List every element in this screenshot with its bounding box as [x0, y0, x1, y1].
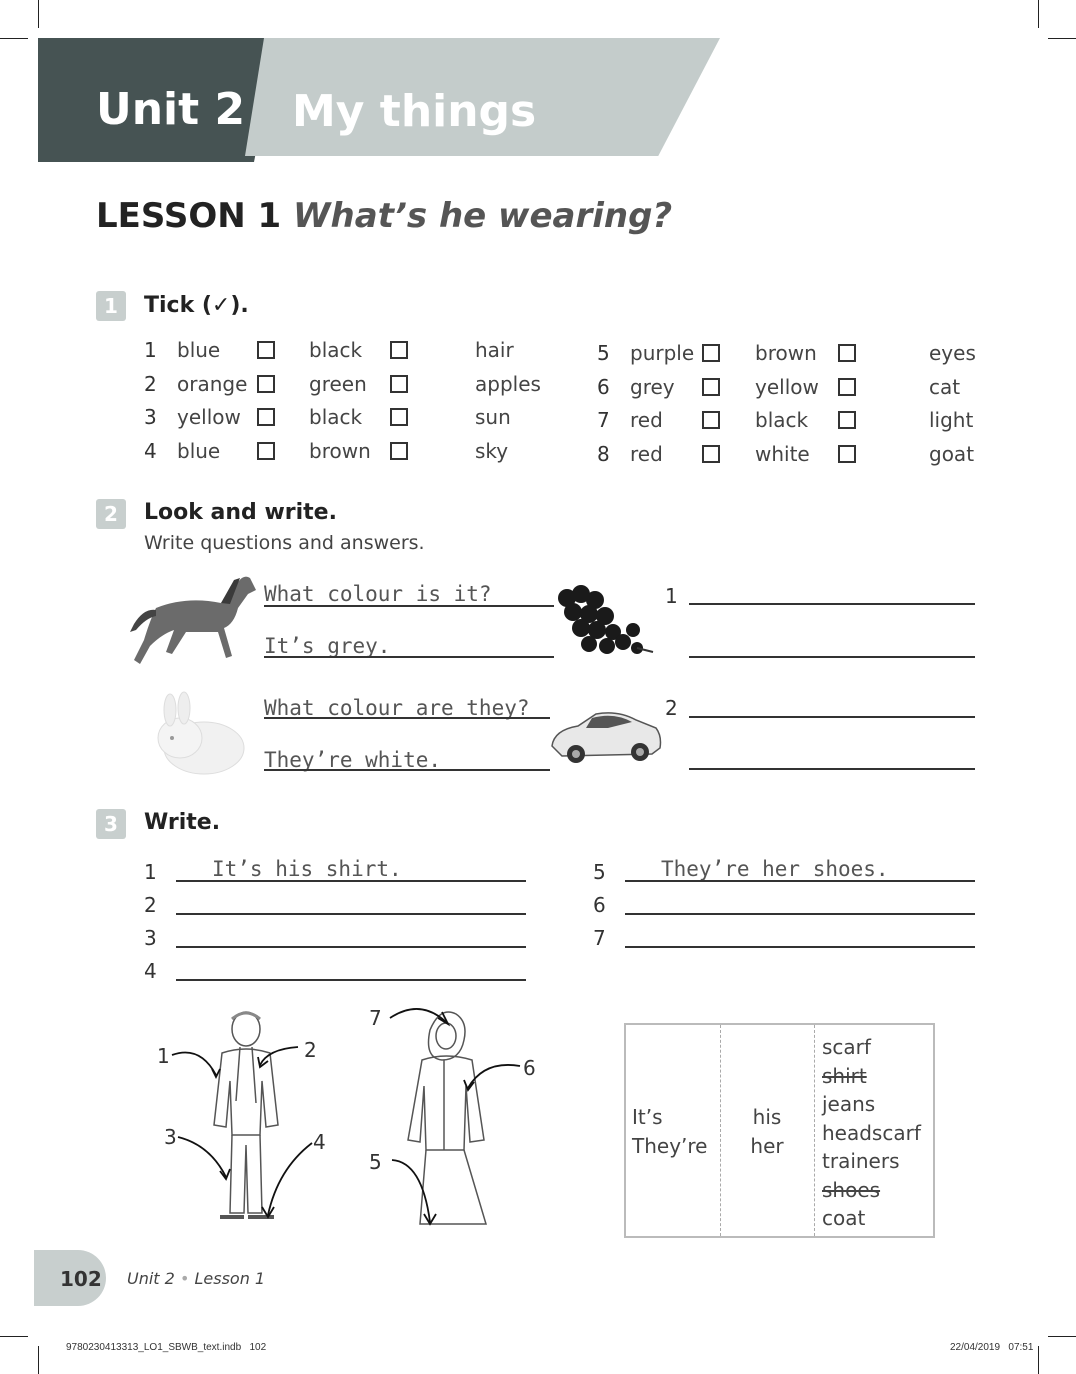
item-number: 6 [597, 374, 610, 399]
word-theyre: They’re [632, 1133, 708, 1158]
colour-option-a: blue [177, 338, 221, 362]
answer-line [264, 769, 550, 771]
item-number: 2 [144, 893, 157, 917]
unit-title: My things [292, 86, 537, 137]
lesson-label: LESSON 1 [96, 196, 282, 236]
colour-option-a: orange [177, 371, 248, 396]
word-her: her [750, 1133, 784, 1158]
answer-line [176, 880, 526, 882]
car-image [548, 706, 663, 766]
noun: eyes [929, 341, 976, 365]
word-box-col3 [822, 1033, 921, 1233]
answer-line[interactable] [176, 913, 526, 915]
rabbits-image [140, 690, 252, 780]
girl-label-5: 5 [369, 1150, 382, 1174]
item-number: 1 [144, 338, 157, 362]
tick-box[interactable] [257, 442, 275, 460]
answer-line [264, 656, 554, 658]
tick-box[interactable] [702, 344, 720, 362]
tick-box[interactable] [702, 378, 720, 396]
tick-box[interactable] [257, 341, 275, 359]
ex2-item-1-number: 1 [665, 584, 678, 608]
footer-breadcrumb [127, 1269, 265, 1288]
answer-line [625, 880, 975, 882]
lesson-subtitle: What’s he wearing? [293, 196, 673, 236]
exercise-1-title: Tick (✓). [144, 293, 249, 318]
word-headscarf: headscarf [822, 1120, 921, 1145]
answer-line[interactable] [689, 716, 975, 718]
word-its: It’s [632, 1105, 663, 1129]
item-number: 7 [597, 408, 610, 432]
print-file-info: 9780230413313_LO1_SBWB_text.indb 102 [66, 1342, 267, 1353]
girl-figure [360, 1000, 540, 1236]
colour-option-a: blue [177, 438, 221, 463]
handwritten-answer: It’s his shirt. [212, 857, 402, 881]
tick-box[interactable] [838, 344, 856, 362]
boy-label-2: 2 [304, 1038, 317, 1062]
item-number: 3 [144, 405, 157, 429]
example-2-answer: They’re white. [264, 748, 442, 772]
lesson-heading [96, 196, 672, 236]
exercise-3-title: Write. [144, 810, 221, 835]
handwritten-answer: They’re her shoes. [661, 857, 889, 881]
item-number: 1 [144, 860, 157, 884]
noun: apples [475, 371, 541, 396]
tick-box[interactable] [390, 341, 408, 359]
answer-line [264, 717, 550, 719]
girl-label-7: 7 [369, 1006, 382, 1030]
word-box [624, 1023, 935, 1238]
item-number: 7 [593, 926, 606, 950]
word-box-col1 [632, 1103, 707, 1160]
item-number: 5 [593, 860, 606, 884]
colour-option-b: brown [309, 438, 371, 463]
boy-label-4: 4 [313, 1130, 326, 1154]
answer-line[interactable] [689, 656, 975, 658]
word-shoes: shoes [822, 1177, 881, 1202]
tick-box[interactable] [390, 375, 408, 393]
girl-label-6: 6 [523, 1056, 536, 1080]
answer-line[interactable] [689, 768, 975, 770]
answer-line[interactable] [176, 946, 526, 948]
word-jeans: jeans [822, 1092, 876, 1116]
tick-box[interactable] [702, 445, 720, 463]
colour-option-a: grey [630, 374, 675, 399]
colour-option-b: yellow [755, 374, 819, 399]
noun: cat [929, 374, 961, 399]
colour-option-b: white [755, 441, 810, 466]
answer-line[interactable] [689, 603, 975, 605]
example-1-question: What colour is it? [264, 582, 492, 606]
colour-option-b: black [755, 408, 809, 432]
noun: light [929, 408, 974, 432]
tick-box[interactable] [257, 408, 275, 426]
page-number: 102 [60, 1267, 102, 1291]
example-2-question: What colour are they? [264, 696, 530, 720]
noun: sky [475, 438, 509, 463]
item-number: 6 [593, 893, 606, 917]
answer-line [264, 605, 554, 607]
word-his: his [752, 1105, 782, 1129]
noun: goat [929, 441, 975, 466]
tick-box[interactable] [257, 375, 275, 393]
colour-option-a: purple [630, 341, 695, 365]
colour-option-b: black [309, 338, 363, 362]
word-trainers: trainers [822, 1149, 900, 1173]
item-number: 3 [144, 926, 157, 950]
word-box-col2 [720, 1103, 814, 1160]
colour-option-a: yellow [177, 405, 241, 429]
colour-option-b: brown [755, 341, 817, 365]
word-scarf: scarf [822, 1035, 871, 1059]
exercise-3-badge: 3 [96, 809, 126, 839]
tick-box[interactable] [390, 442, 408, 460]
footer-lesson: Lesson 1 [194, 1269, 266, 1288]
ex2-item-2-number: 2 [665, 696, 678, 720]
word-coat: coat [822, 1206, 866, 1230]
colour-option-a: red [630, 441, 663, 466]
unit-label: Unit 2 [96, 84, 246, 135]
answer-line[interactable] [176, 979, 526, 981]
exercise-2-badge: 2 [96, 499, 126, 529]
tick-box[interactable] [838, 445, 856, 463]
item-number: 4 [144, 959, 157, 983]
tick-box[interactable] [702, 411, 720, 429]
exercise-1-badge: 1 [96, 291, 126, 321]
tick-box[interactable] [838, 378, 856, 396]
item-number: 8 [597, 441, 610, 466]
item-number: 4 [144, 438, 157, 463]
example-1-answer: It’s grey. [264, 634, 391, 658]
footer-separator: • [179, 1269, 190, 1288]
grapes-image [553, 582, 658, 664]
item-number: 2 [144, 371, 157, 396]
exercise-2-title: Look and write. [144, 500, 337, 525]
word-shirt: shirt [822, 1063, 867, 1088]
boy-label-1: 1 [157, 1044, 170, 1068]
noun: sun [475, 405, 511, 429]
print-date: 22/04/2019 07:51 [950, 1342, 1034, 1353]
exercise-2-instruction: Write questions and answers. [144, 532, 425, 554]
item-number: 5 [597, 341, 610, 365]
colour-option-b: green [309, 371, 367, 396]
boy-label-3: 3 [164, 1125, 177, 1149]
noun: hair [475, 338, 514, 362]
horse-image [126, 568, 261, 668]
answer-line[interactable] [625, 946, 975, 948]
tick-box[interactable] [838, 411, 856, 429]
tick-box[interactable] [390, 408, 408, 426]
colour-option-b: black [309, 405, 363, 429]
answer-line[interactable] [625, 913, 975, 915]
colour-option-a: red [630, 408, 663, 432]
footer-unit: Unit 2 [127, 1269, 175, 1288]
